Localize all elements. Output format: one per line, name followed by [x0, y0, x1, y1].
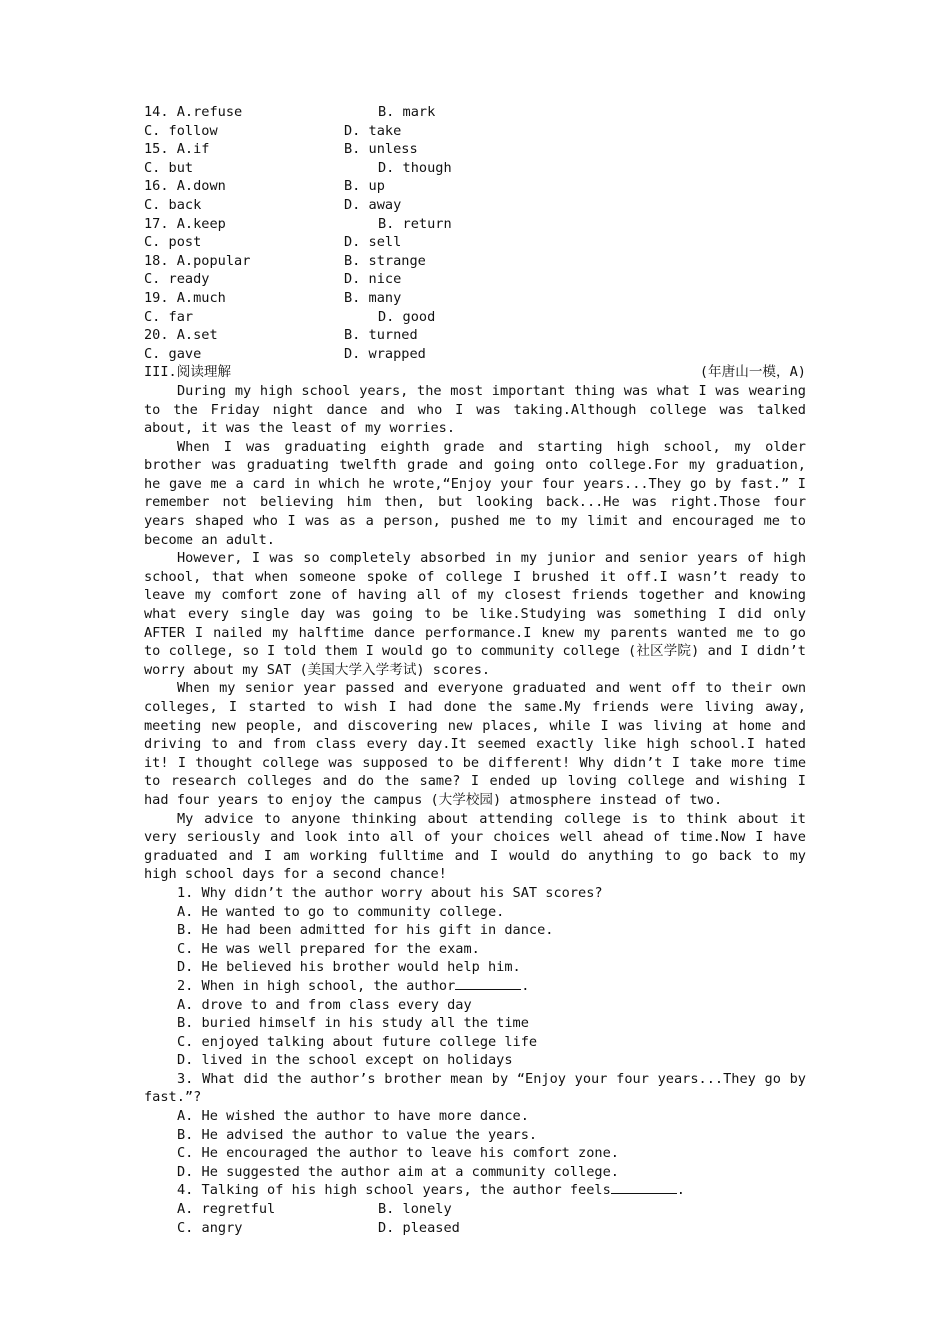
option-right: D. take	[344, 122, 402, 139]
question-option: B. buried himself in his study all the time	[177, 1015, 529, 1032]
option-right: D. away	[344, 196, 402, 213]
answer-blank	[611, 1181, 677, 1194]
question-option: D. pleased	[378, 1219, 460, 1236]
option-row	[144, 177, 806, 196]
passage-paragraph: When I was graduating eighth grade and starting high school, my older brother was graduating twelfth grade and going onto college.For my graduation, he gave me a card in which he wrote,“Enjoy your four years...They go by fast.” I remember not believing him then, but looking back...He was right.Those four years shaped who I was as a person, pushed me to my limit and encouraged me to become an adult.	[144, 438, 806, 548]
option-left: 15. A.if	[144, 141, 210, 158]
option-right: D. nice	[344, 271, 402, 288]
answer-blank	[455, 977, 521, 990]
question-option: C. He encouraged the author to leave his comfort zone.	[177, 1145, 619, 1162]
question-option: A. regretful	[177, 1201, 276, 1218]
option-left: C. ready	[144, 271, 210, 288]
question-3: 3. What did the author’s brother mean by “Enjoy your four years...They go by fast.”?	[144, 1070, 806, 1106]
option-right: B. many	[344, 289, 402, 306]
question-option: B. He had been admitted for his gift in dance.	[177, 922, 554, 939]
section-title: III.阅读理解	[144, 364, 232, 381]
question-option: B. He advised the author to value the years.	[177, 1126, 538, 1143]
option-left: C. follow	[144, 122, 218, 139]
option-row	[144, 308, 806, 327]
option-row	[144, 140, 806, 159]
section-header	[144, 363, 806, 382]
option-right: B. strange	[344, 252, 426, 269]
option-row	[144, 345, 806, 364]
option-row	[144, 252, 806, 271]
question-2-end: .	[521, 977, 530, 994]
question-2-text: 2. When in high school, the author	[177, 977, 456, 994]
question-4-end: .	[676, 1182, 685, 1199]
option-left: C. gave	[144, 345, 202, 362]
option-left: 14. A.refuse	[144, 104, 243, 120]
section-source: (年唐山一模，A)	[699, 364, 806, 381]
question-option: C. enjoyed talking about future college life	[177, 1033, 538, 1050]
passage-paragraph: However, I was so completely absorbed in my junior and senior years of high school, that when someone spoke of college I brushed it off.I wasn’t ready to leave my comfort zone of having all of my closest friends together and knowing what every single day was going to be like.Studying was something I did only AFTER I nailed my halftime dance performance.I knew my parents wanted me to go to college, so I told them I would go to community college (社区学院) and I didn’t worry about my SAT (美国大学入学考试) scores.	[144, 550, 806, 678]
question-option: B. lonely	[378, 1201, 452, 1218]
option-right: B. unless	[344, 141, 418, 158]
option-right: B. return	[378, 215, 452, 232]
question-option: C. He was well prepared for the exam.	[177, 940, 480, 957]
question-option-row	[144, 1219, 806, 1238]
option-row	[144, 215, 806, 234]
option-left: C. back	[144, 196, 202, 213]
option-left: C. far	[144, 308, 194, 325]
option-row	[144, 159, 806, 178]
option-left: 16. A.down	[144, 178, 226, 195]
question-option: D. He suggested the author aim at a community college.	[177, 1163, 619, 1180]
option-row	[144, 326, 806, 345]
option-left: C. post	[144, 234, 202, 251]
passage-paragraph: My advice to anyone thinking about attending college is to think about it very seriously and look into all of your choices well ahead of time.Now I have graduated and I am working fulltime and I would do anything to go back to my high school days for a second chance!	[144, 810, 806, 883]
option-right: B. up	[344, 178, 385, 195]
question-4-text: 4. Talking of his high school years, the author feels	[177, 1182, 611, 1199]
question-option: A. He wanted to go to community college.	[177, 903, 505, 920]
option-left: 20. A.set	[144, 327, 218, 344]
option-left: C. but	[144, 159, 194, 176]
option-right: B. turned	[344, 327, 418, 344]
option-right: D. wrapped	[344, 345, 426, 362]
question-option: C. angry	[177, 1219, 243, 1236]
questions	[144, 884, 806, 1237]
question-4	[144, 1181, 806, 1200]
question-option: D. lived in the school except on holidays	[177, 1052, 513, 1069]
option-row	[144, 289, 806, 308]
question-option-row	[144, 1200, 806, 1219]
option-right: D. though	[378, 159, 452, 176]
option-row	[144, 122, 806, 141]
option-left: 18. A.popular	[144, 252, 251, 269]
option-left: 17. A.keep	[144, 215, 226, 232]
option-right: D. sell	[344, 234, 402, 251]
question-1: 1. Why didn’t the author worry about his SAT scores?	[177, 884, 603, 901]
question-option: A. drove to and from class every day	[177, 996, 472, 1013]
question-2	[144, 977, 806, 996]
cloze-options	[144, 103, 806, 363]
option-left: 19. A.much	[144, 289, 226, 306]
option-row	[144, 103, 806, 122]
reading-passage	[144, 382, 806, 884]
option-right: D. good	[378, 308, 436, 325]
option-row	[144, 233, 806, 252]
worksheet-page	[144, 103, 806, 1237]
question-option: A. He wished the author to have more dance.	[177, 1108, 529, 1125]
passage-paragraph: When my senior year passed and everyone graduated and went off to their own colleges, I started to wish I had done the same.My friends were living away, meeting new people, and discovering new places, while I was living at home and driving to and from class every day.It seemed exactly like high school.I hated it! I thought college was supposed to be different! Why didn’t I take more time to research colleges and do the same? I ended up loving college and wishing I had four years to enjoy the campus (大学校园) atmosphere instead of two.	[144, 680, 806, 808]
option-row	[144, 270, 806, 289]
option-row	[144, 196, 806, 215]
passage-paragraph: During my high school years, the most important thing was what I was wearing to the Friday night dance and who I was taking.Although college was talked about, it was the least of my worries.	[144, 382, 806, 437]
option-right: B. mark	[378, 104, 436, 120]
question-option: D. He believed his brother would help him.	[177, 959, 521, 976]
